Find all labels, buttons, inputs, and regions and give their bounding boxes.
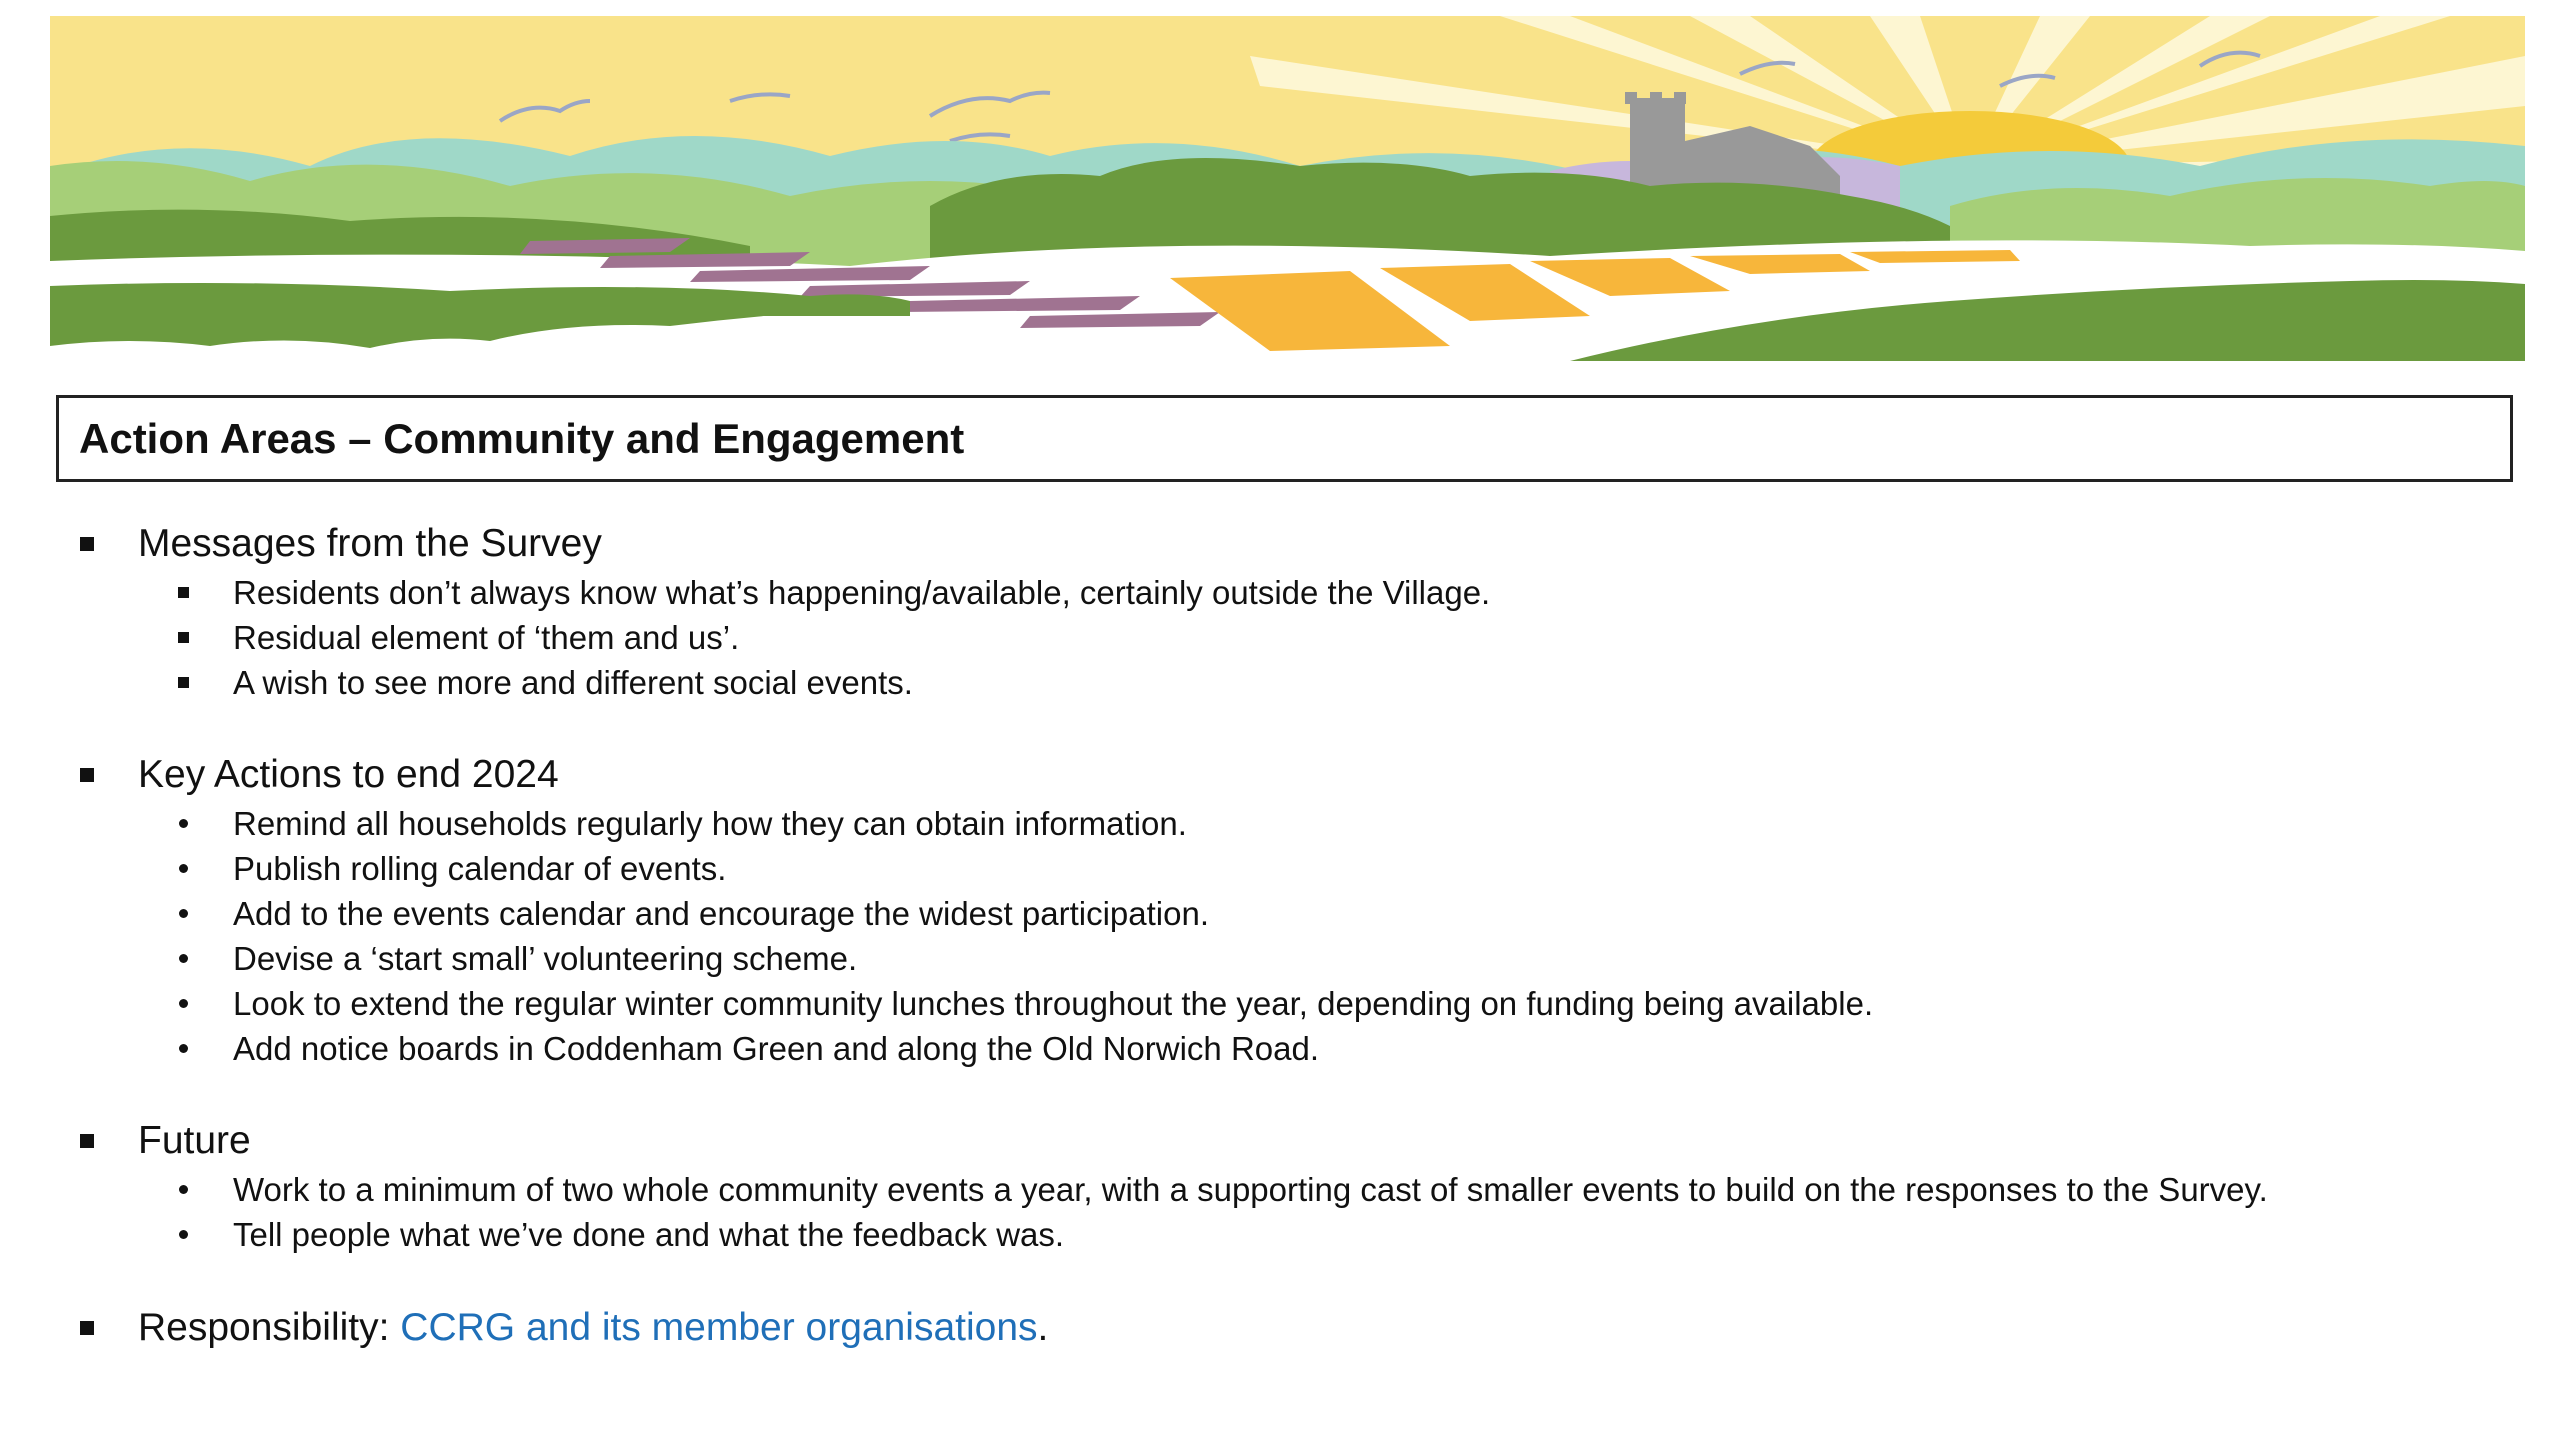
responsibility-line bbox=[80, 1300, 1048, 1356]
banner-illustration bbox=[50, 16, 2525, 361]
list-item: Add notice boards in Coddenham Green and along the Old Norwich Road. bbox=[178, 1026, 1319, 1071]
slide-title: Action Areas – Community and Engagement bbox=[79, 414, 965, 462]
list-item: Residents don’t always know what’s happening/available, certainly outside the Village. bbox=[178, 570, 1490, 615]
responsibility-link[interactable]: CCRG and its member organisations bbox=[400, 1306, 1038, 1349]
round-bullet-icon bbox=[179, 954, 188, 963]
title-box bbox=[56, 395, 2513, 482]
round-bullet-icon bbox=[179, 864, 188, 873]
round-bullet-icon bbox=[179, 999, 188, 1008]
list-item: Residual element of ‘them and us’. bbox=[178, 615, 739, 660]
list-item: Look to extend the regular winter community lunches throughout the year, depending on funding being available. bbox=[178, 981, 1873, 1026]
square-bullet-icon bbox=[178, 587, 189, 598]
list-item: Work to a minimum of two whole community events a year, with a supporting cast of smaller events to build on the responses to the Survey. bbox=[178, 1167, 2268, 1212]
round-bullet-icon bbox=[179, 1185, 188, 1194]
list-item: Devise a ‘start small’ volunteering scheme. bbox=[178, 936, 857, 981]
square-bullet-icon bbox=[178, 632, 189, 643]
responsibility-suffix: . bbox=[1037, 1306, 1049, 1349]
round-bullet-icon bbox=[179, 1044, 188, 1053]
list-item: Add to the events calendar and encourage the widest participation. bbox=[178, 891, 1209, 936]
list-item: Tell people what we’ve done and what the feedback was. bbox=[178, 1212, 1064, 1257]
list-item: Remind all households regularly how they can obtain information. bbox=[178, 801, 1187, 846]
section-heading: Messages from the Survey bbox=[80, 516, 602, 572]
responsibility-label: Responsibility: bbox=[138, 1306, 401, 1349]
square-bullet-icon bbox=[80, 1321, 94, 1335]
round-bullet-icon bbox=[179, 1230, 188, 1239]
square-bullet-icon bbox=[178, 677, 189, 688]
round-bullet-icon bbox=[179, 909, 188, 918]
section-heading: Key Actions to end 2024 bbox=[80, 747, 559, 803]
list-item: Publish rolling calendar of events. bbox=[178, 846, 726, 891]
list-item: A wish to see more and different social events. bbox=[178, 660, 913, 705]
square-bullet-icon bbox=[80, 1134, 94, 1148]
section-heading: Future bbox=[80, 1113, 251, 1169]
square-bullet-icon bbox=[80, 537, 94, 551]
round-bullet-icon bbox=[179, 819, 188, 828]
square-bullet-icon bbox=[80, 768, 94, 782]
